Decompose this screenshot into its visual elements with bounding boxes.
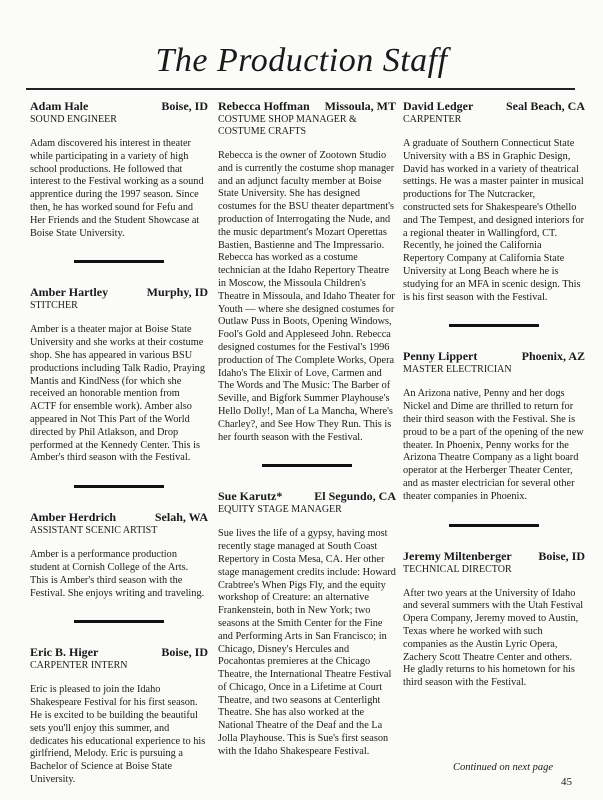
staff-location: El Segundo, CA (314, 489, 396, 504)
staff-location: Boise, ID (161, 645, 208, 660)
staff-entry (30, 285, 208, 465)
continued-note: Continued on next page (453, 762, 554, 773)
staff-location: Selah, WA (154, 510, 208, 525)
staff-name: Adam Hale (30, 99, 89, 113)
staff-name: Eric B. Higer (30, 645, 99, 660)
staff-bio: After two years at the University of Idaho and several summers with the Utah Festival Opera Company, Jeremy moved to Austin, Texas where he worked with such companies as the Austin Lyric Opera, Zachery Scott Theatre Center and others. He gladly returns to his hometown for his third season with the Festival. (403, 587, 584, 689)
section-divider (262, 464, 352, 467)
staff-role: ASSISTANT SCENIC ARTIST (30, 525, 158, 537)
staff-role: CARPENTER INTERN (30, 660, 128, 672)
column-1 (30, 99, 208, 787)
staff-name: Amber Hartley (30, 285, 109, 300)
staff-name: Jeremy Miltenberger (403, 548, 512, 563)
staff-entry (218, 489, 396, 758)
section-divider (449, 324, 539, 327)
staff-location: Phoenix, AZ (521, 349, 585, 364)
section-divider (74, 620, 164, 623)
section-divider (74, 260, 164, 263)
section-divider (449, 524, 539, 527)
staff-entry (218, 99, 396, 444)
page-number: 45 (561, 776, 572, 788)
staff-bio: A graduate of Southern Connecticut State University with a BS in Graphic Design, David has worked in a variety of theatrical settings. He was a master painter in musical productions for The Nutcracker, constructed sets for Shakespeare's Othello and The Tempest, and designed interiors for a regional theater in Wallingford, CT. Recently, he joined the California Repertory Company at California State University at Long Beach where he is studying for an MFA in scenic design. This is his first season with the Festival. (403, 138, 585, 303)
section-divider (74, 485, 164, 488)
staff-entry (403, 349, 585, 503)
staff-name: David Ledger (403, 99, 474, 113)
title-divider (26, 88, 575, 90)
staff-bio: Amber is a theater major at Boise State University and she works at their costume shop. She has appeared in various BSU productions including Talk Radio, Praying Mantis and KindNess (for which she received an honorable mention from ACTF for ensemble work). Amber also appeared in Not This Part of the World directed by Phil Atlakson, and Drop performed at the Kennedy Center. This is Amber's third season with the Festival. (30, 324, 205, 464)
staff-role: SOUND ENGINEER (30, 114, 117, 125)
staff-role: EQUITY STAGE MANAGER (218, 504, 342, 516)
staff-role: COSTUME SHOP MANAGER & COSTUME CRAFTS (218, 114, 357, 137)
staff-entry (30, 645, 208, 786)
staff-location: Boise, ID (538, 548, 585, 563)
staff-bio: Sue lives the life of a gypsy, having most recently stage managed at South Coast Repertory in Costa Mesa, CA. Her other stage management credits include: Howard Crabtree's When Pigs Fly, and the equity workshop of Creature: an alternative Frankenstein, both in New York; two seasons at the Smith Center for the Fine and Performing Arts in San Francisco; in Chicago, Disney's Hercules and Pocahontas premieres at the Chicago Theatre, the International Theatre Festival of Chicago, Once in a Lifetime at Court Theatre, and two seasons at Centerlight Theatre. She has also worked at the National Theatre of the Deaf and the La Jolla Playhouse. This is Sue's first season with the Idaho Shakespeare Festival. (218, 528, 396, 757)
staff-role: TECHNICAL DIRECTOR (403, 563, 512, 575)
staff-location: Seal Beach, CA (506, 99, 585, 113)
staff-name: Rebecca Hoffman (218, 99, 310, 113)
staff-location: Boise, ID (161, 99, 208, 113)
staff-entry (403, 99, 585, 304)
staff-role: CARPENTER (403, 114, 462, 125)
staff-bio: Rebecca is the owner of Zootown Studio and is currently the costume shop manager and an adjunct faculty member at Boise State University. She has designed costumes for the BSU theater department's production of Interrogating the Nude, and the music department's Mozart Operettas Bastien, Bastienne and The Impressario. Rebecca has worked as a costume technician at the Idaho Repertory Theatre in Moscow, the Missoula Children's Theatre in Missoula, and Idaho Theater for Youth — where she designed costumes for Outlaw Puss in Boots, Opening Windows, Fool's Gold and Appleseed John. Rebecca designed costumes for the Festival's 1996 production of The Complete Works, Opera Idaho's The Elixir of Love, Carmen and The Words and The Music: The Barber of Seville, and Bigfork Summer Playhouse's Hello Dolly!, Man of La Mancha, Where's Charley?, and See How They Run. This is her fourth season with the Festival. (218, 150, 395, 443)
page-title: The Production Staff (155, 42, 448, 79)
staff-role: STITCHER (30, 300, 78, 312)
staff-entry (403, 549, 585, 690)
staff-location: Missoula, MT (324, 99, 396, 113)
staff-name: Amber Herdrich (30, 510, 117, 525)
staff-bio: An Arizona native, Penny and her dogs Nickel and Dime are thrilled to return for their third season with the Festival. She is proud to be a part of the opening of the new theater. In Phoenix, Penny works for the Arizona Theatre Company as a light board operator at the Herberger Theater Center, and as master electrician for several other theater companies in Phoenix. (403, 388, 584, 502)
staff-entry (30, 99, 208, 240)
staff-name: Penny Lippert (403, 349, 478, 364)
staff-location: Murphy, ID (146, 285, 208, 300)
staff-bio: Adam discovered his interest in theater while participating in a variety of high school productions. He followed that interest to the Festival working as a sound apprentice during the 1997 season. Since then, he has worked sound for Fefu and Her Friends and the Student Showcase at Boise State University. (30, 138, 204, 239)
staff-role: MASTER ELECTRICIAN (403, 364, 512, 376)
staff-entry (30, 510, 208, 600)
staff-bio: Eric is pleased to join the Idaho Shakespeare Festival for his first season. He is excited to be building the beautiful sets you'll enjoy this summer, and dedicates his educational experience to his girlfriend, Melody. Eric is pursuing a Bachelor of Science at Boise State University. (30, 684, 206, 785)
column-3 (403, 99, 585, 690)
staff-name: Sue Karutz* (218, 489, 283, 504)
staff-bio: Amber is a performance production student at Cornish College of the Arts. This is Amber's third season with the Festival. She enjoys writing and traveling. (30, 549, 205, 599)
column-2 (218, 99, 396, 759)
